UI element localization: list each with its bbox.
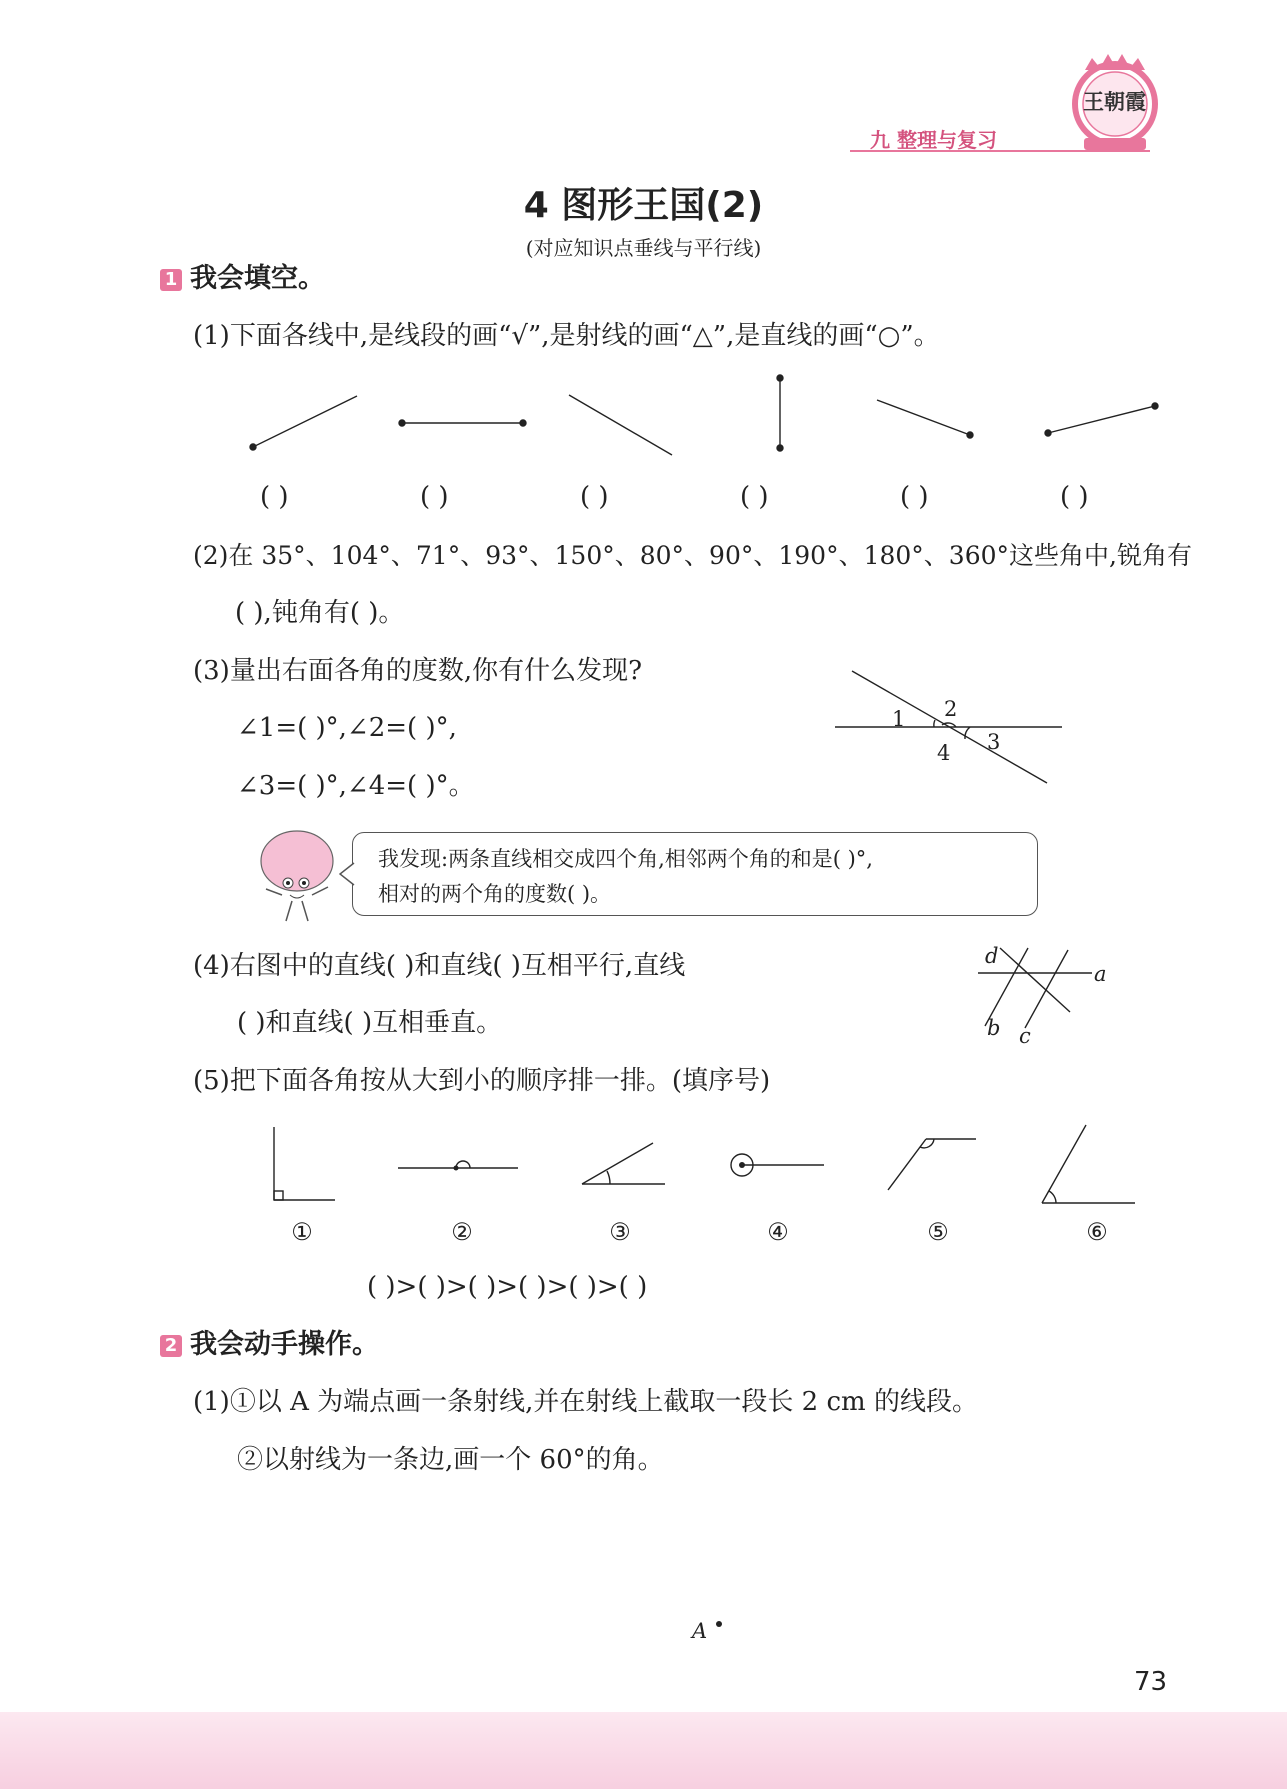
q5-label-1: ① (291, 1218, 313, 1246)
q1-answer-1[interactable]: ( ) (260, 482, 289, 512)
q4-label-a: a (1094, 962, 1107, 986)
line-segment-3 (1048, 406, 1155, 433)
section2-number: 2 (160, 1335, 182, 1357)
q1-text: (1)下面各线中,是线段的画“√”,是射线的画“△”,是直线的画“○”。 (193, 321, 940, 351)
page-title: 4 图形王国(2) (523, 185, 764, 226)
q5-order-answer[interactable]: ( )>( )>( )>( )>( )>( ) (367, 1272, 648, 1302)
q4-line1[interactable]: (4)右图中的直线( )和直线( )互相平行,直线 (193, 951, 686, 981)
cartoon-tree-icon (252, 825, 342, 925)
q5-label-4: ④ (767, 1218, 789, 1246)
q4-label-c: c (1019, 1024, 1031, 1048)
q5-label-6: ⑥ (1086, 1218, 1108, 1246)
q3-fig-label-2: 2 (944, 697, 958, 721)
line-ray-1 (253, 396, 357, 447)
point-a-dot (716, 1621, 722, 1627)
speech-bubble-tail (339, 862, 355, 886)
q3-row1[interactable]: ∠1=( )°,∠2=( )°, (237, 713, 457, 743)
q3-intersecting-lines-figure (830, 665, 1070, 795)
section2-title: 我会动手操作。 (190, 1329, 379, 1360)
q1-answer-3[interactable]: ( ) (580, 482, 609, 512)
q3-fig-label-4: 4 (937, 741, 951, 765)
q1-answer-6[interactable]: ( ) (1060, 482, 1089, 512)
q5-text: (5)把下面各角按从大到小的顺序排一排。(填序号) (193, 1066, 771, 1096)
section1-title: 我会填空。 (190, 263, 325, 294)
q5-label-5: ⑤ (927, 1218, 949, 1246)
q1-answer-5[interactable]: ( ) (900, 482, 929, 512)
q3-row2[interactable]: ∠3=( )°,∠4=( )°。 (237, 771, 475, 801)
q4-label-b: b (987, 1016, 1001, 1040)
line-ray-2 (877, 400, 970, 435)
q5-angles-figure (260, 1115, 1140, 1210)
q3-fig-label-3: 3 (987, 730, 1001, 754)
brand-logo-text: 王朝霞 (1083, 89, 1146, 114)
line-straight-1 (569, 395, 672, 455)
q2-line1: (2)在 35°、104°、71°、93°、150°、80°、90°、190°、180°、360°这些角中,锐角有 (193, 541, 1192, 570)
q2-line2[interactable]: ( ),钝角有( )。 (235, 598, 405, 628)
q1-answer-4[interactable]: ( ) (740, 482, 769, 512)
bubble-line1[interactable]: 我发现:两条直线相交成四个角,相邻两个角的和是( )°, (378, 847, 873, 871)
q4-label-d: d (985, 944, 999, 968)
q1-lines-figure (240, 365, 1180, 465)
section2-line2: ②以射线为一条边,画一个 60°的角。 (237, 1445, 664, 1475)
q4-line2[interactable]: ( )和直线( )互相垂直。 (237, 1008, 503, 1038)
section2-line1: (1)①以 A 为端点画一条射线,并在射线上截取一段长 2 cm 的线段。 (193, 1387, 978, 1417)
bottom-decor-band (0, 1712, 1287, 1789)
point-a-label: A (692, 1619, 708, 1643)
q5-label-2: ② (451, 1218, 473, 1246)
q1-answer-2[interactable]: ( ) (420, 482, 449, 512)
section1-number: 1 (160, 269, 182, 291)
bubble-line2[interactable]: 相对的两个角的度数( )。 (378, 882, 612, 906)
q3-text: (3)量出右面各角的度数,你有什么发现? (193, 656, 643, 686)
q3-fig-label-1: 1 (892, 707, 906, 731)
page-subtitle: (对应知识点垂线与平行线) (525, 236, 762, 260)
page-number: 73 (1134, 1667, 1168, 1697)
q5-label-3: ③ (609, 1218, 631, 1246)
header-section-label: 九 整理与复习 (870, 128, 997, 152)
